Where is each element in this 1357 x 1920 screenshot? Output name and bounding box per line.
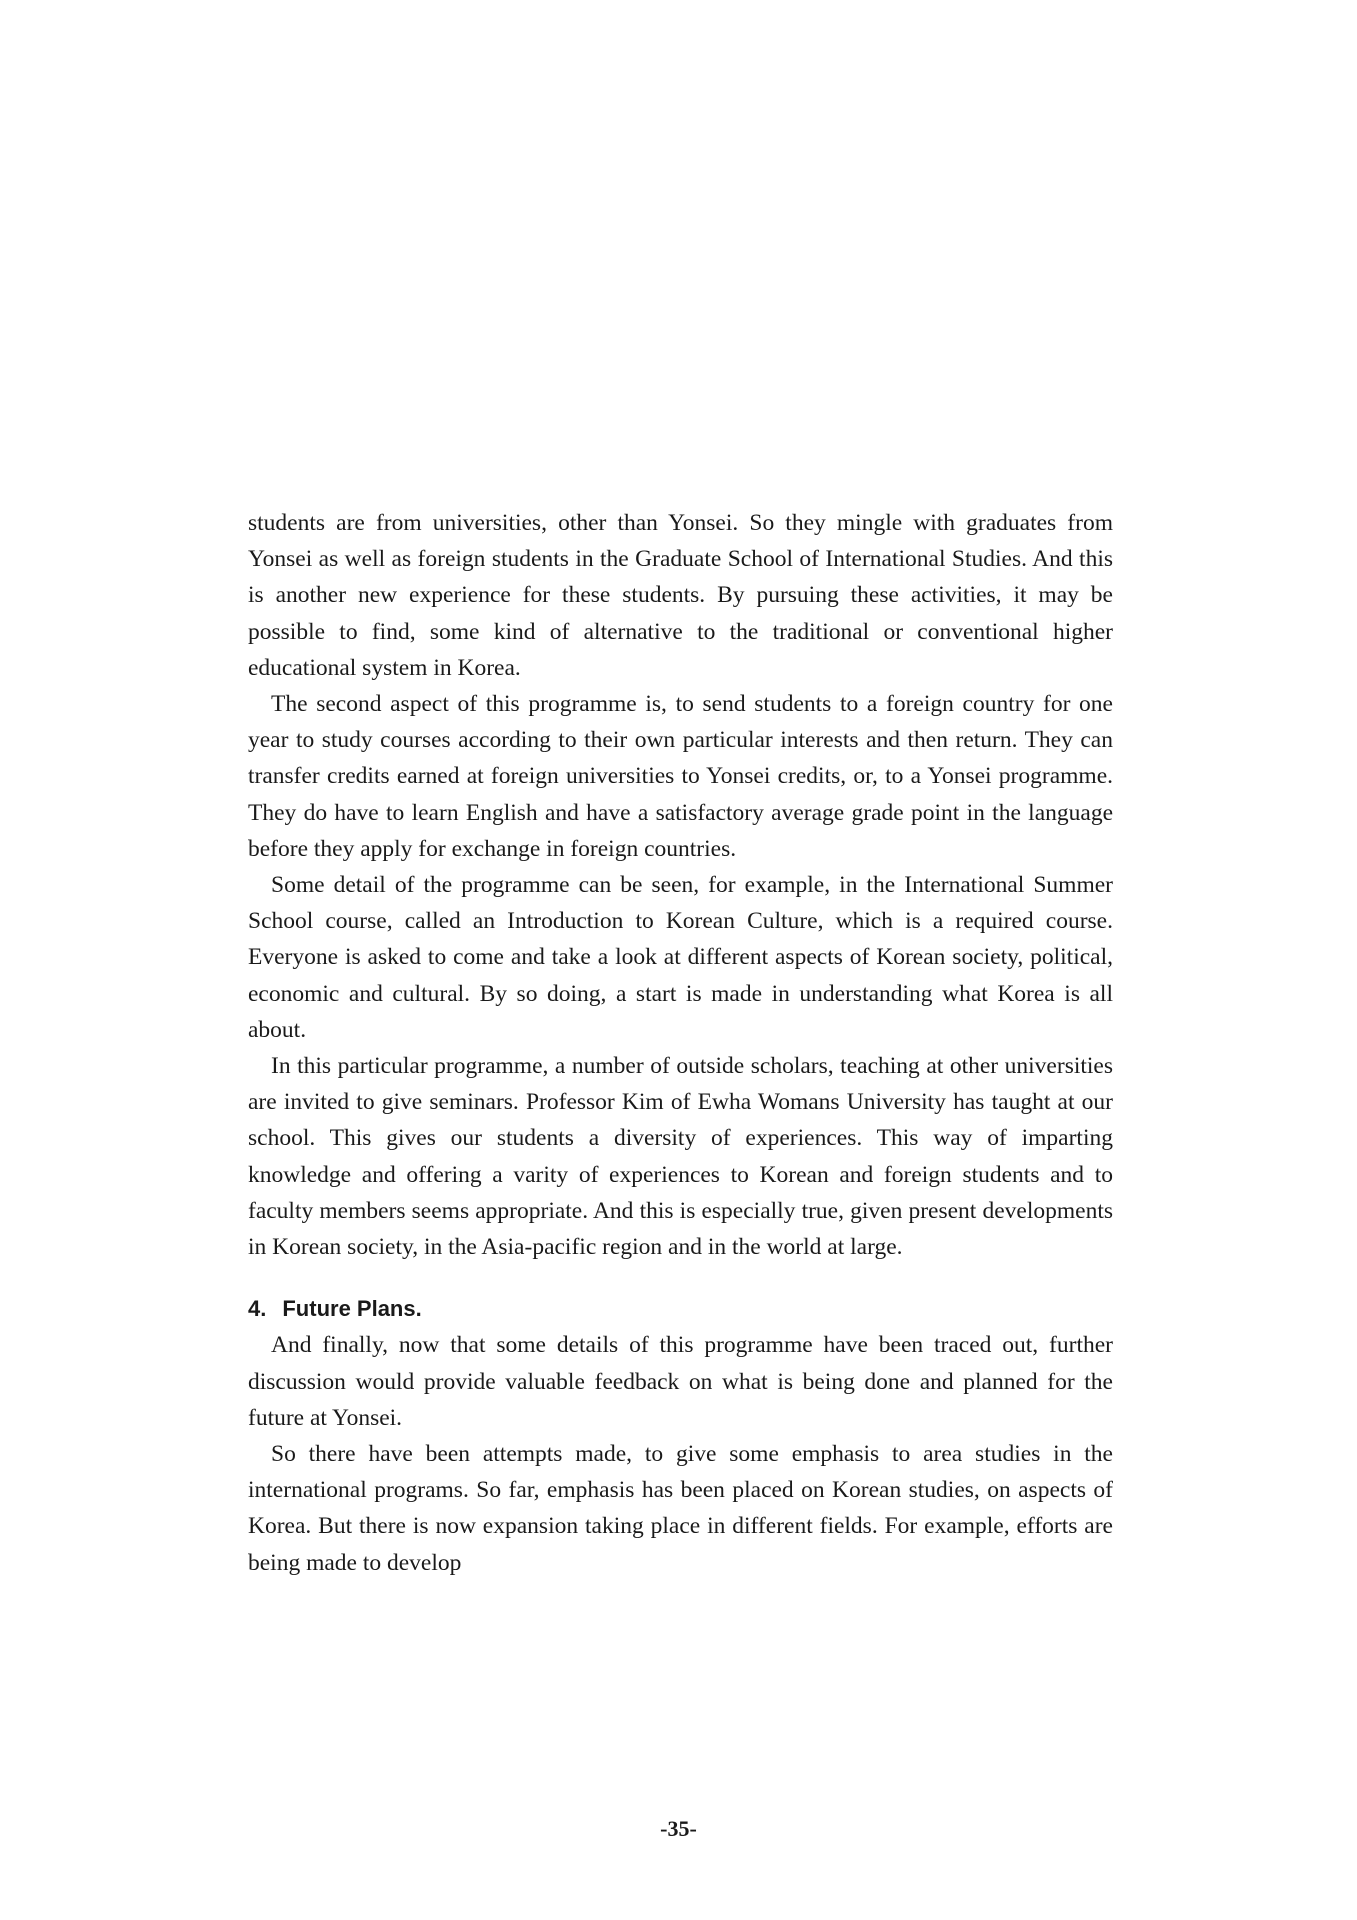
paragraph-outside-scholars: In this particular programme, a number of outside scholars, teaching at other universities are invited to give seminars. Professor Kim of Ewha Womans University has taught at our school. This gives our students a diversity of experiences. This way of imparting knowledge and offering a varity of experiences to Korean and foreign students and to faculty members seems appropriate. And this is especially true, given present developments in Korean society, in the Asia-pacific region and in the world at large. [248,1053,1113,1261]
page-number: -35- [660,1816,697,1841]
section-heading [248,1291,1113,1327]
paragraph-finally: And finally, now that some details of this programme have been traced out, further discussion would provide valuable feedback on what is being done and planned for the future at Yonsei. [248,1332,1113,1431]
paragraph-area-studies: So there have been attempts made, to give some emphasis to area studies in the international programs. So far, emphasis has been placed on Korean studies, on aspects of Korea. But there is now expansion taking place in different fields. For example, efforts are being made to develop [248,1441,1113,1576]
section-number: 4. [248,1296,267,1322]
body-text [248,505,1113,1581]
section-title: Future Plans. [282,1296,422,1322]
paragraph-second-aspect: The second aspect of this programme is, to send students to a foreign country for one year to study courses according to their own particular interests and then return. They can transfer credits earned at foreign universities to Yonsei credits, or, to a Yonsei programme. They do have to learn English and have a satisfactory average grade point in the language before they apply for exchange in foreign countries. [248,691,1113,862]
paragraph-continued: students are from universities, other than Yonsei. So they mingle with graduates from Yonsei as well as foreign students in the Graduate School of International Studies. And this is another new experience for these students. By pursuing these activities, it may be possible to find, some kind of alternative to the traditional or conventional higher educational system in Korea. [248,510,1113,681]
paragraph-programme-detail: Some detail of the programme can be seen, for example, in the International Summer School course, called an Introduction to Korean Culture, which is a required course. Everyone is asked to come and take a look at different aspects of Korean society, political, economic and cultural. By so doing, a start is made in understanding what Korea is all about. [248,872,1113,1043]
